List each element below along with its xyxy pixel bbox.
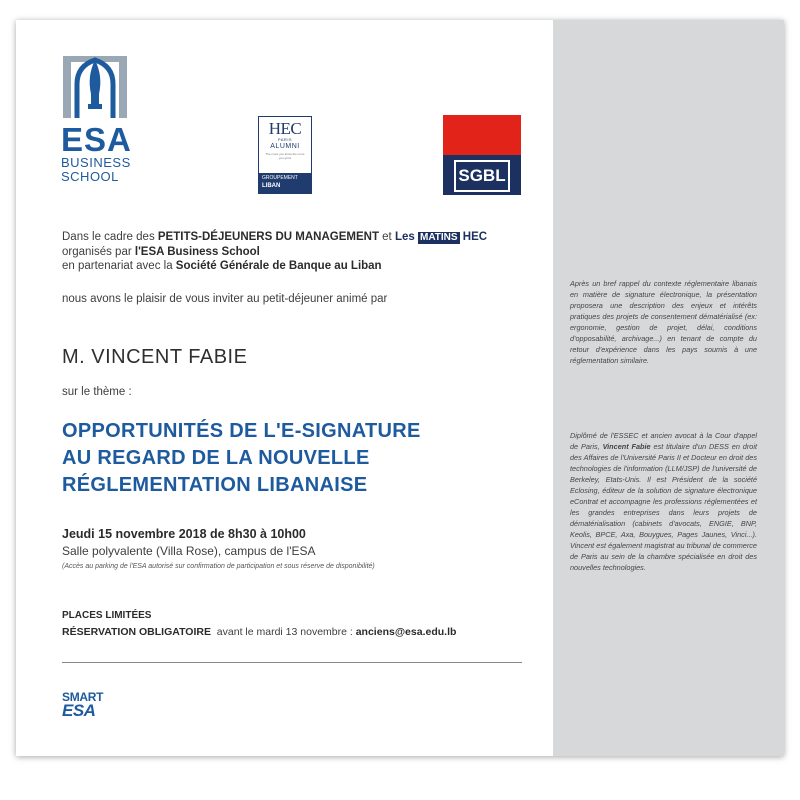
intro-text-1: Dans le cadre des [62, 231, 158, 243]
hec-groupement: GROUPEMENT [262, 175, 298, 181]
hec-paris: PARIS [277, 137, 293, 142]
speaker-bio [570, 430, 757, 573]
title-line: AU REGARD DE LA NOUVELLE [62, 447, 370, 469]
esa-logo [61, 50, 135, 184]
esa-arch-icon [61, 50, 129, 120]
matins-badge: MATINS [419, 232, 458, 243]
hec-mark: HEC [268, 119, 302, 138]
hec-tagline: The more you know the more you grow [265, 152, 305, 160]
organizer-name: l'ESA Business School [134, 245, 260, 258]
intro-text-2: et [378, 231, 395, 243]
reservation-email-link[interactable]: anciens@esa.edu.lb [355, 626, 457, 638]
matins-hec: HEC [462, 231, 488, 243]
matins-les: Les [394, 231, 415, 243]
event-date: Jeudi 15 novembre 2018 de 8h30 à 10h00 [62, 527, 306, 541]
invite-text: nous avons le plaisir de vous inviter au petit-déjeuner animé par [62, 293, 388, 305]
bio-text-2: est titulaire d'un DESS en droit des Affaires de l'Université Paris II et Docteur en droit des technologies de l'information (LLM/JSP) de l'université de Berkeley, Etats-Unis. Il est Président de la société Eclosing, éditeur de la solution de signature électronique eContrat et accompagne les professions réglementées et les grandes entreprises dans leurs projets de dématérialisation (cabinets d'avocats, ENGIE, BNP, Keolis, BPCE, Axa, Bouygues, Pages Jaunes, Vinci...). Vincent est également magistrat au tribunal de commerce de Paris au sein de la chambre spécialisée en droit des nouvelles technologies. [570, 442, 757, 572]
title-line: OPPORTUNITÉS DE L'E-SIGNATURE [62, 420, 421, 442]
places-limited: PLACES LIMITÉES [62, 610, 152, 621]
hec-liban: LIBAN [262, 183, 281, 189]
talk-title [62, 418, 532, 499]
reservation-label: RÉSERVATION OBLIGATOIRE [62, 626, 211, 638]
bio-speaker-name: Vincent Fabie [602, 442, 651, 451]
talk-summary: Après un bref rappel du contexte réglementaire libanais en matière de signature électronique, la présentation proposera une description des enjeux et intérêts pratiques des projets de consentement dématérialisé (ex: ergonomie, gestion de projet, délai, conditions d'opposabilité, archivage...) en tenant de compte du retour d'expérience dans les pays soumis à une réglementation similaire. [570, 279, 757, 365]
event-series-name: PETITS-DÉJEUNERS DU MANAGEMENT [157, 231, 379, 243]
smart-esa-line2: ESA [62, 701, 96, 720]
esa-wordmark: ESA [61, 121, 132, 158]
parking-note: (Accès au parking de l'ESA autorisé sur confirmation de participation et sous réserve de disponibilité) [62, 563, 375, 570]
smart-esa-logo [62, 690, 103, 718]
esa-sub-school: SCHOOL [61, 169, 119, 184]
sgbl-logo [443, 115, 521, 195]
theme-label: sur le thème : [62, 386, 132, 398]
intro-text [62, 230, 542, 274]
sgbl-label: SGBL [454, 160, 509, 192]
hec-alumni-logo [258, 116, 312, 194]
reservation-deadline: avant le mardi 13 novembre : [210, 626, 356, 638]
invitation-card [16, 20, 784, 756]
intro-text-3: organisés par [62, 245, 135, 258]
divider [62, 662, 522, 663]
hec-alumni: ALUMNI [270, 143, 300, 150]
event-venue: Salle polyvalente (Villa Rose), campus de l'ESA [62, 544, 316, 558]
bio-text-1: Diplômé de l'ESSEC et ancien avocat à la Cour d'appel de Paris, [570, 431, 757, 451]
speaker-name: M. VINCENT FABIE [62, 346, 248, 368]
smart-esa-line1: SMART [62, 690, 104, 704]
title-line: RÉGLEMENTATION LIBANAISE [62, 474, 368, 496]
intro-text-4: en partenariat avec la [62, 260, 176, 272]
partner-name: Société Générale de Banque au Liban [175, 260, 382, 272]
reservation-line [62, 626, 456, 638]
side-panel [553, 20, 784, 756]
esa-sub-business: BUSINESS [61, 155, 131, 170]
